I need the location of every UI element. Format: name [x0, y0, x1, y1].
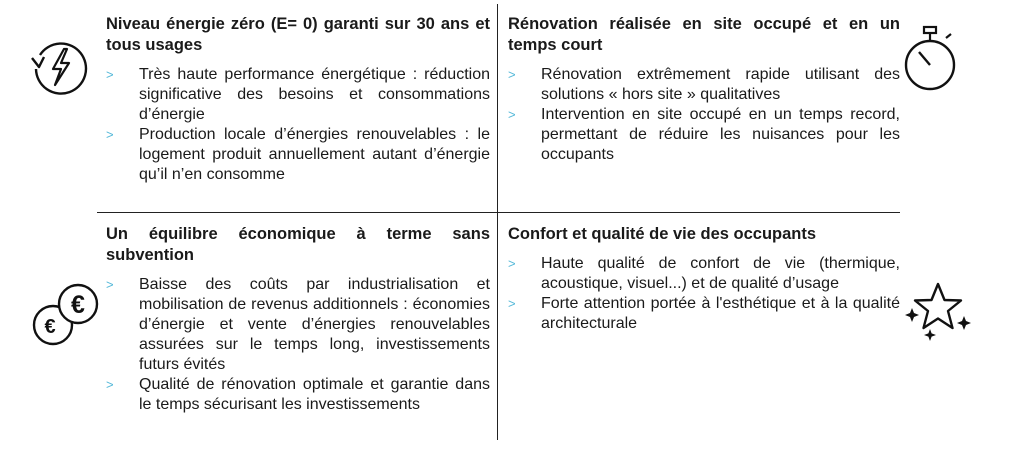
- quadrant-title: Un équilibre économique à terme sans subvention: [106, 225, 490, 264]
- list-item: > Production locale d’énergies renouvelables : le logement produit annuellement autant d’énergie qu’il n’en consomme: [106, 126, 490, 183]
- bullet-list: [106, 65, 490, 185]
- quadrant-comfort: [508, 224, 900, 334]
- list-item: > Très haute performance énergétique : réduction significative des besoins et consommations d’énergie: [106, 66, 490, 123]
- bullet-list: [508, 254, 900, 334]
- list-item: > Haute qualité de confort de vie (thermique, acoustique, visuel...) et de qualité d’usage: [508, 255, 900, 292]
- list-item: > Rénovation extrêmement rapide utilisant des solutions « hors site » qualitatives: [508, 66, 900, 103]
- bullet-marker: >: [508, 296, 516, 311]
- bullet-marker: >: [106, 377, 114, 392]
- stopwatch-icon: [902, 22, 958, 94]
- svg-text:€: €: [71, 291, 85, 319]
- stars-icon: [902, 278, 974, 348]
- vertical-divider: [497, 4, 498, 440]
- energy-cycle-icon: [28, 36, 88, 96]
- quadrant-title: Confort et qualité de vie des occupants: [508, 225, 817, 243]
- quadrant-renovation-speed: [508, 14, 900, 165]
- quadrant-title: Niveau énergie zéro (E= 0) garanti sur 30 ans et tous usages: [106, 15, 490, 54]
- bullet-list: [508, 65, 900, 165]
- list-item: > Baisse des coûts par industrialisation et mobilisation de revenus additionnels : économies d’énergie et vente d’énergies renouvelables assurées sur le temps long, investissements futurs évités: [106, 276, 490, 373]
- horizontal-divider: [97, 212, 900, 213]
- svg-text:€: €: [44, 316, 56, 338]
- bullet-marker: >: [106, 277, 114, 292]
- quadrant-title: Rénovation réalisée en site occupé et en un temps court: [508, 15, 900, 54]
- euro-coins-icon: [28, 278, 102, 350]
- list-item: > Qualité de rénovation optimale et garantie dans le temps sécurisant les investissements: [106, 376, 490, 413]
- bullet-marker: >: [508, 256, 516, 271]
- list-item: > Intervention en site occupé en un temps record, permettant de réduire les nuisances pour les occupants: [508, 106, 900, 163]
- quadrant-energy-zero: [106, 14, 490, 185]
- bullet-marker: >: [106, 127, 114, 142]
- bullet-marker: >: [508, 67, 516, 82]
- bullet-marker: >: [508, 107, 516, 122]
- quadrant-economic-balance: [106, 224, 490, 415]
- list-item: > Forte attention portée à l'esthétique et à la qualité architecturale: [508, 295, 900, 332]
- bullet-list: [106, 275, 490, 415]
- bullet-marker: >: [106, 67, 114, 82]
